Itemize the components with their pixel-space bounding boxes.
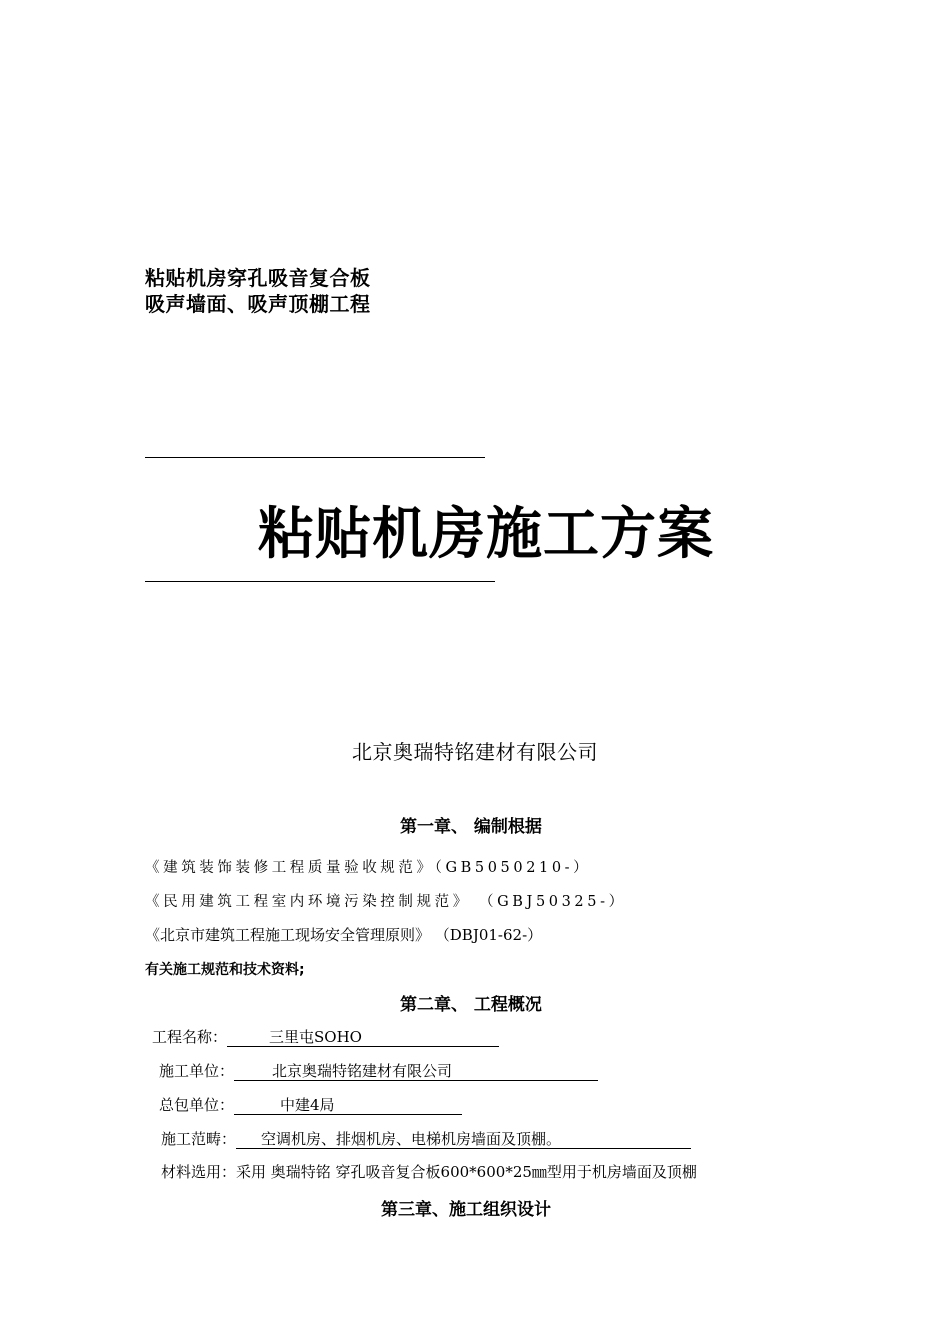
project-name-field: [152, 1026, 499, 1047]
reference-note: 有关施工规范和技术资料;: [145, 962, 305, 978]
field-label: 施工范畴：: [161, 1130, 237, 1148]
title-bottom-rule: [145, 581, 495, 582]
contractor-field: [159, 1060, 598, 1081]
chapter2-heading: 第二章、 工程概况: [400, 995, 542, 1015]
field-label: 工程名称：: [152, 1028, 228, 1046]
company-name: 北京奥瑞特铭建材有限公司: [352, 740, 598, 764]
reference-item: 《民用建筑工程室内环境污染控制规范》 （GBJ50325-）: [145, 894, 627, 910]
field-label: 总包单位：: [159, 1096, 235, 1114]
cover-subtitle-line2: 吸声墙面、吸声顶棚工程: [145, 292, 371, 316]
scope-field: [161, 1128, 691, 1149]
reference-item: 《建筑装饰装修工程质量验收规范》（GB5050210-）: [145, 860, 592, 876]
chapter1-heading: 第一章、 编制根据: [400, 817, 542, 837]
reference-item: 《北京市建筑工程施工现场安全管理原则》 （DBJ01-62-）: [145, 926, 543, 944]
main-title: 粘贴机房施工方案: [258, 501, 714, 567]
contractor-value: 北京奥瑞特铭建材有限公司: [234, 1063, 598, 1081]
scope-value: 空调机房、排烟机房、电梯机房墙面及顶棚。: [236, 1131, 691, 1149]
material-value: 采用 奥瑞特铭 穿孔吸音复合板600*600*25㎜型用于机房墙面及顶棚: [236, 1163, 697, 1181]
field-label: 材料选用：: [161, 1163, 237, 1181]
material-field: [161, 1161, 697, 1182]
title-top-rule: [145, 457, 485, 458]
general-contractor-field: [159, 1094, 462, 1115]
field-label: 施工单位：: [159, 1062, 235, 1080]
chapter3-heading: 第三章、施工组织设计: [381, 1200, 551, 1220]
general-contractor-value: 中建4局: [234, 1097, 462, 1115]
project-name-value: 三里屯SOHO: [227, 1029, 499, 1047]
cover-subtitle-line1: 粘贴机房穿孔吸音复合板: [145, 266, 371, 290]
